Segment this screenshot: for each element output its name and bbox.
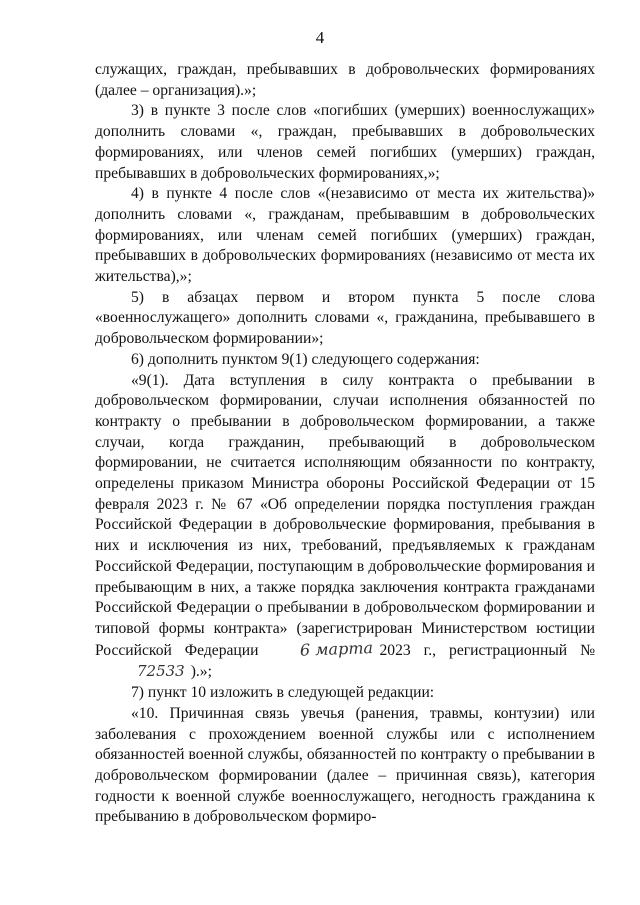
handwritten-registration-number: 72533 xyxy=(137,662,185,681)
paragraph-item-4: 4) в пункте 4 после слов «(независимо от места их жительства)» дополнить словами «, гражданам, пребывавшим в добровольческих формированиях, или членам семей погибших (умерших) граждан, пребывавших в добровольческих формированиях (независимо от места их жительства),»; xyxy=(95,185,595,286)
paragraph-item-6: 6) дополнить пунктом 9(1) следующего содержания: xyxy=(131,350,480,368)
paragraph-continuation: служащих, граждан, пребывавших в добровольческих формированиях (далее – организация).»; xyxy=(95,61,595,99)
paragraph-item-3: 3) в пункте 3 после слов «погибших (умерших) военнослужащих» дополнить словами «, граждан, пребывавших в добровольческих формированиях, или членов семей погибших (умерших) граждан, пребывавших в добровольческих формированиях,»; xyxy=(95,102,595,182)
page-number: 4 xyxy=(315,28,325,47)
clause-9-1-registration: 2023 г., регистрационный № xyxy=(379,641,595,659)
clause-9-1-end: ).»; xyxy=(190,663,212,681)
handwritten-date: 6 марта xyxy=(300,637,374,660)
paragraph-item-5: 5) в абзацах первом и втором пункта 5 после слова «военнослужащего» дополнить словами «, гражданина, пребывавшего в добровольческом формировании»; xyxy=(95,288,595,348)
clause-10: «10. Причинная связь увечья (ранения, травмы, контузии) или заболевания с прохождением военной службы или с исполнением обязанностей военной службы, обязанностей по контракту о пребывании в добровольческом формировании (далее – причинная связь), категория годности к военной службе военнослужащего, негодность гражданина к пребыванию в добровольческом формиро- xyxy=(95,704,595,826)
clause-9-1-text: «9(1). Дата вступления в силу контракта о пребывании в добровольческом формировании, случаи исполнения обязанностей по контракту о пребывании в добровольческом формировании, а также случаи, когда гражданин, пребывающий в добровольческом формировании, не считается исполняющим обязанности по контракту, определены приказом Министра обороны Российской Федерации от 15 февраля 2023 г. № 67 «Об определении порядка поступления граждан Российской Федерации в добровольческие формирования, пребывания в них и исключения из них, требований, предъявляемых к гражданам Российской Федерации, поступающим в добровольческие формирования и пребывающим в них, а также порядка заключения контракта гражданами Российской Федерации о пребывании в добровольческом формировании и типовой формы контракта» (зарегистрирован Министерством юстиции Российской Федерации xyxy=(95,371,595,659)
paragraph-item-7: 7) пункт 10 изложить в следующей редакции: xyxy=(131,684,435,702)
clause-9-1 xyxy=(95,371,595,684)
document-body xyxy=(95,60,595,828)
